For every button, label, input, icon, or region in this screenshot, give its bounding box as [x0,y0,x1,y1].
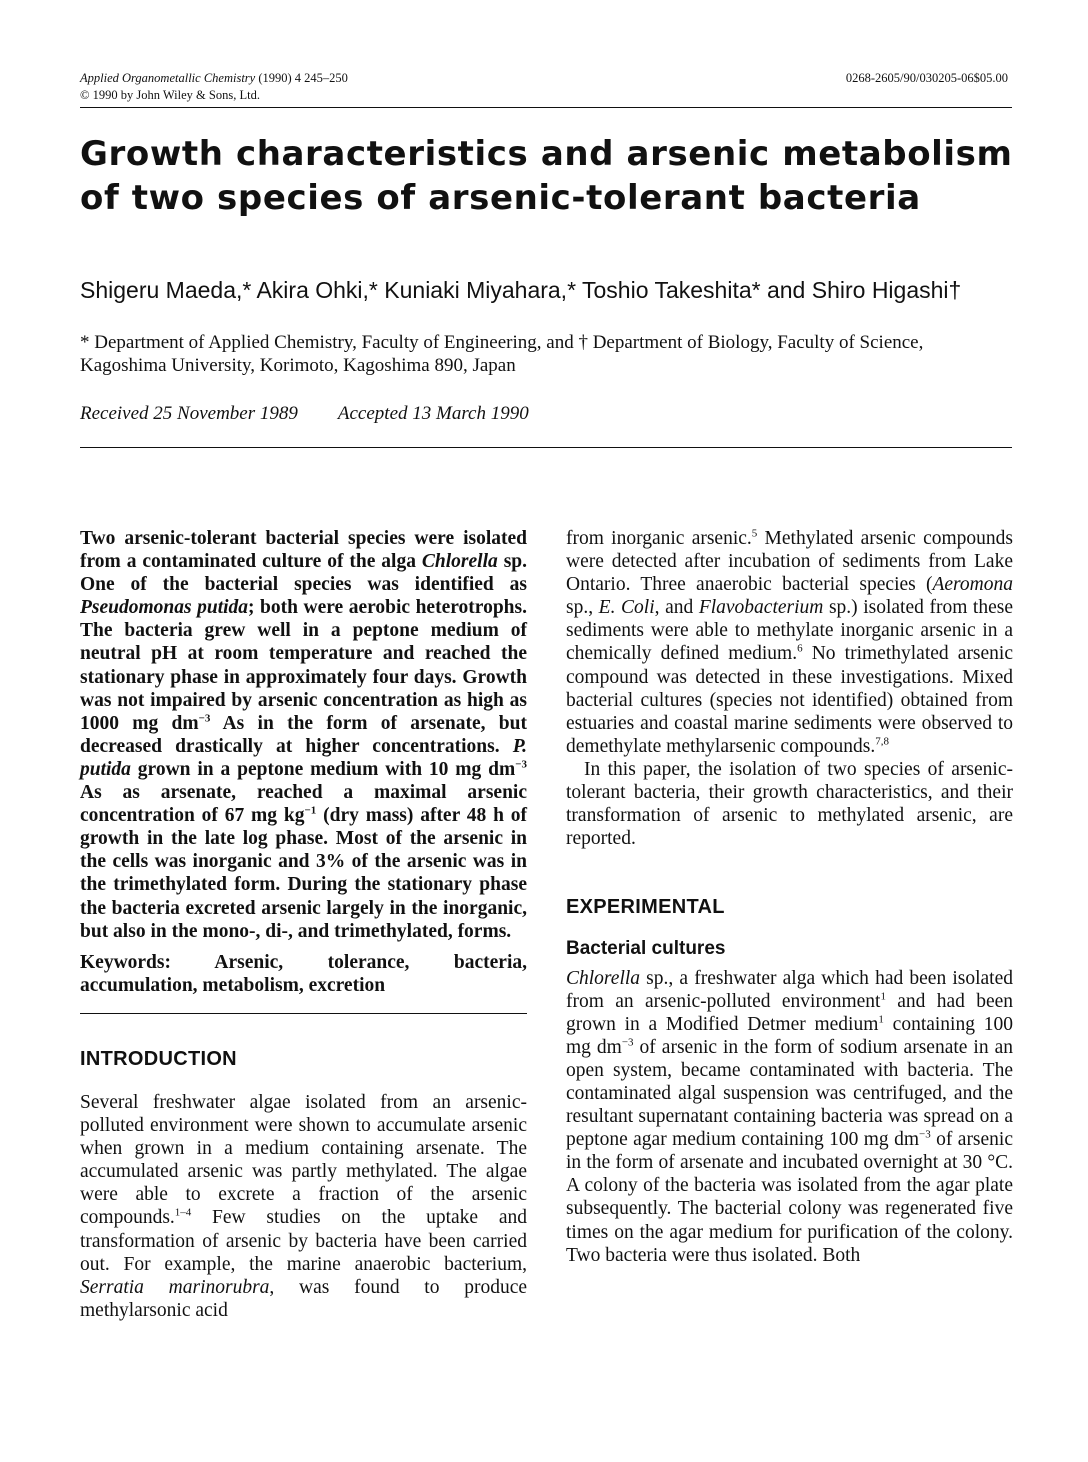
affiliation: * Department of Applied Chemistry, Faculty of Engineering, and † Department of Biology, Faculty of Science, Kagoshima University, Korimoto, Kagoshima 890, Japan [80,332,924,376]
abstract-divider [80,1013,527,1014]
left-column [80,527,527,1322]
journal-citation: (1990) 4 245–250 [258,71,348,85]
article-code: 0268-2605/90/030205-06$05.00 [845,71,1008,85]
accepted-date: Accepted 13 March 1990 [337,403,529,424]
journal-name: Applied Organometallic Chemistry [80,71,256,85]
journal-header [80,70,348,104]
received-date: Received 25 November 1989 [80,403,298,424]
top-rule [80,107,1012,108]
keywords: Keywords: Arsenic, tolerance, bacteria, accumulation, metabolism, excretion [80,951,527,996]
article-title: Growth characteristics and arsenic metabolism of two species of arsenic-tolerant bacteria [80,134,1013,218]
author-list: Shigeru Maeda,* Akira Ohki,* Kuniaki Miyahara,* Toshio Takeshita* and Shiro Higashi† [80,277,962,303]
dates-line [80,403,529,425]
header-divider [80,447,1012,448]
paper-aim-paragraph: In this paper, the isolation of two species of arsenic-tolerant bacteria, their growth characteristics, and their transformation of arsenic to methylated arsenic, are reported. [566,758,1013,850]
bacterial-cultures-paragraph: Chlorella sp., a freshwater alga which had been isolated from an arsenic-polluted environment$^1$ and had been grown in a Modified Detmer medium$^1$ containing 100 mg $dm^{-3}$ of arsenic in the form of sodium arsenate in an open system, became contaminated with bacteria. The contaminated algal suspension was centrifuged, and the resultant supernatant containing bacteria was spread on a peptone agar medium containing 100 mg $dm^{-3}$ of arsenic in the form of arsenate and incubated overnight at 30 °C. A colony of the bacteria was isolated from the agar plate subsequently. The bacterial colony was regenerated five times on the agar medium for purification of the colony. Two bacteria were thus isolated. Both [566,967,1014,1266]
right-column [566,527,1013,1267]
experimental-heading: EXPERIMENTAL [566,896,725,919]
introduction-heading: INTRODUCTION [80,1047,237,1070]
abstract: Two arsenic-tolerant bacterial species were isolated from a contaminated culture of the alga Chlorella sp. One of the bacterial species was identified as Pseudomonas putida; both were aerobic heterotrophs. The bacteria grew well in a peptone medium of neutral pH at room temperature and reached the stationary phase in approximately four days. Growth was not impaired by arsenic concentration as high as 1000 mg $dm^{-3}$ As in the form of arsenate, but decreased drastically at higher concentrations. P. putida grown in a peptone medium with 10 mg $dm^{-3}$ As as arsenate, reached a maximal arsenic concentration of 67 mg $kg^{-1}$ (dry mass) after 48 h of growth in the late log phase. Most of the arsenic in the cells was inorganic and 3% of the arsenic was in the trimethylated form. During the stationary phase the bacteria excreted arsenic largely in the inorganic, but also in the mono-, di-, and trimethylated, forms. [80,528,528,942]
bacterial-cultures-heading: Bacterial cultures [566,938,726,960]
introduction-paragraph: Several freshwater algae isolated from an arsenic-polluted environment were shown to accumulate arsenic when grown in a medium containing arsenate. The accumulated arsenic was partly methylated. The algae were able to excrete a fraction of the arsenic compounds.$^{1-4}$ Few studies on the uptake and transformation of arsenic by bacteria have been carried out. For example, the marine anaerobic bacterium, Serratia marinorubra, was found to produce methylarsonic acid [80,1091,528,1321]
copyright-line: © 1990 by John Wiley & Sons, Ltd. [80,88,260,102]
introduction-continued: from inorganic arsenic.$^5$ Methylated arsenic compounds were detected after incubation of sediments from Lake Ontario. Three anaerobic bacterial species (Aeromona sp., E. Coli, and Flavobacterium sp.) isolated from these sediments were able to methylate inorganic arsenic in a chemically defined medium.$^6$ No trimethylated arsenic compound was detected in these investigations. Mixed bacterial cultures (species not identified) obtained from estuaries and coastal marine sediments were observed to demethylate methylarsenic compounds.$^{7,8}$ [566,527,1014,757]
